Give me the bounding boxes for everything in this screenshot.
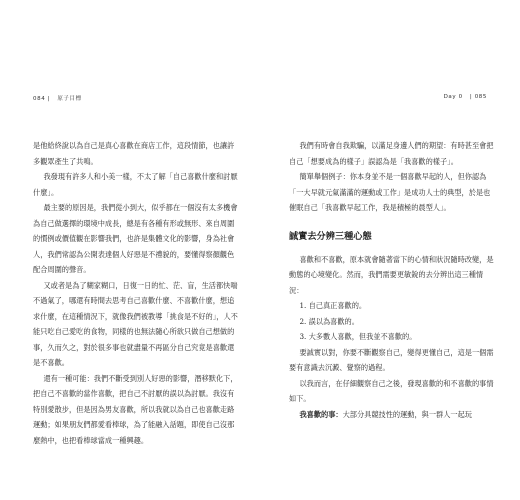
paragraph: 喜歡和不喜歡，原本就會隨著當下的心情和狀況隨時改變，是動態的心境變化。然而，我們需要更敏銳的去分辨出這三種情況：	[289, 254, 494, 295]
left-page-body	[33, 138, 241, 448]
list-item: 2. 誤以為喜歡的。	[299, 316, 359, 326]
list-item: 1. 自己真正喜歡的。	[299, 301, 367, 310]
section-heading: 誠實去分辨三種心態	[289, 230, 372, 242]
list-item: 3. 大多數人喜歡，但我並不喜歡的。	[299, 332, 417, 341]
header-separator: |	[467, 94, 475, 100]
right-page-body	[289, 138, 494, 422]
left-page-header	[33, 94, 82, 102]
chapter-day-label: Day 0	[443, 94, 463, 100]
paragraph	[289, 407, 494, 423]
paragraph: 又或者是為了糊家糊口，日復一日的忙、茫、盲，生活都快喘不過氣了，哪還有時間去思考自己喜歡什麼、不喜歡什麼，想追求什麼，在這種情況下，就像我們被教導「挑食是不好的」，人不能只吃自己愛吃的食物，同樣的也無法隨心所欲只做自己想做的事，久而久之，對於很多事也就盡量不再區分自己究竟是喜歡還是不喜歡。	[33, 280, 238, 367]
paragraph-text: 大部分具競技性的運動，與一群人一起玩	[342, 409, 472, 419]
left-page-number: 084	[33, 96, 46, 102]
paragraph: 還有一種可能：我們不斷受到別人好惡的影響，潛移默化下，把自己不喜歡的當作喜歡，把自己不討厭的誤以為討厭。我沒有特別愛散步，但是因為男友喜歡，所以我就以為自己也喜歡走路運動；如果朋友們都愛看棒球，為了能融入話題，即使自己沒那麼熱中，也把看棒球當成一種興趣。	[33, 373, 238, 445]
right-page-header	[444, 94, 487, 100]
paragraph: 是他給終說以為自己是真心喜歡在商店工作，這段情節，也讓許多觀眾產生了共鳴。	[33, 141, 235, 166]
paragraph: 我發現有許多人和小美一樣，不太了解「自己喜歡什麼和討厭什麼」。	[33, 172, 238, 197]
paragraph: 我們有時會自我欺騙，以滿足身邊人們的期望：有時甚至會把自己「想要成為的樣子」誤認為是「我喜歡的樣子」。	[289, 141, 494, 166]
paragraph: 最主要的原因是，我們從小到大，似乎都在一個沒有太多機會為自己做選擇的環境中成長，總是有各種有形或無形、來自周圍的慣例或價值觀在影響我們，也許是集體文化的影響，身為社會人，我們常認為公開表達個人好惡是不禮貌的，要懂得察顏觀色配合周圍的聲音。	[33, 203, 238, 274]
paragraph: 要誠實以對，你要不斷觀察自己，變得更懂自己，這是一個需要有意識去沉澱、覺察的過程。	[289, 347, 494, 372]
bold-lead-in: 我喜歡的事：	[299, 409, 343, 419]
paragraph: 以我而言，在仔細觀察自己之後，發現喜歡的和不喜歡的事情如下。	[289, 378, 494, 403]
book-title: 原子目標	[57, 96, 82, 102]
paragraph: 簡單舉個例子：你本身並不是一個喜歡早起的人，但你認為「一大早就元氣滿滿的運動或工作」是成功人士的典型，於是也催眠自己「我喜歡早起工作，我是積極的晨型人」。	[289, 172, 491, 212]
header-separator: |	[45, 96, 53, 102]
right-page-number: 085	[474, 94, 487, 100]
